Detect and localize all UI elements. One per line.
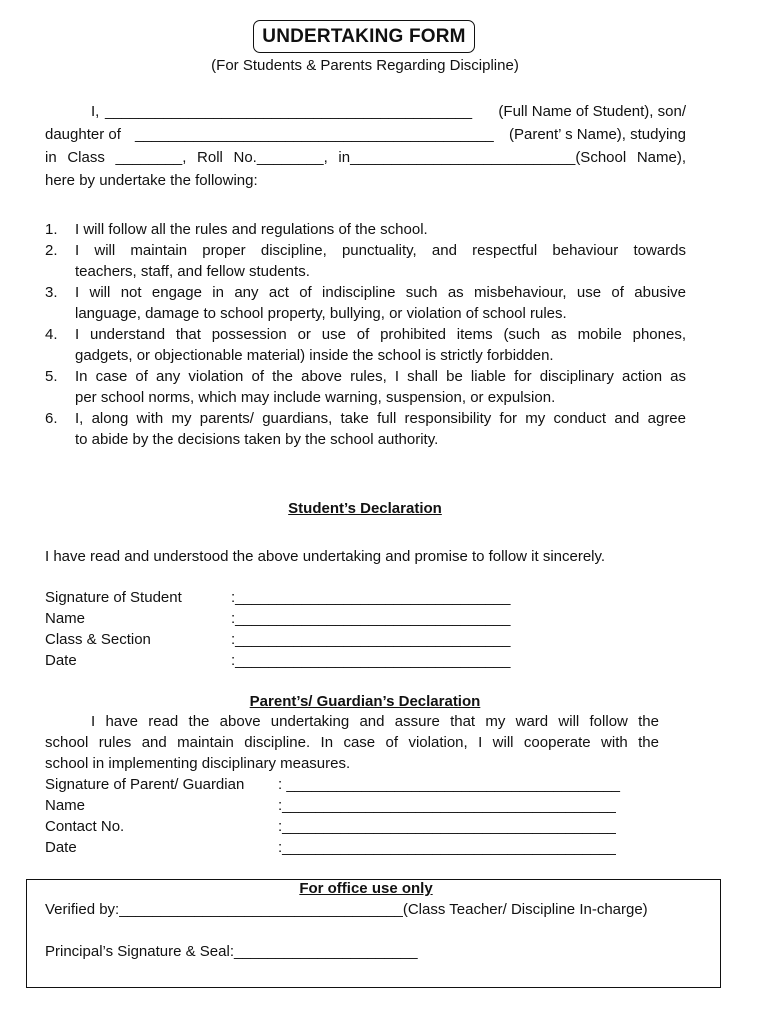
field-label: Contact No. bbox=[45, 818, 125, 835]
intro-line-3: in Class ________, Roll No.________, in___________________________(School Name), bbox=[45, 149, 686, 166]
list-item-text: I, along with my parents/ guardians, take full responsibility for my conduct and agree bbox=[75, 410, 686, 427]
verified-by-label: Verified by: bbox=[45, 901, 120, 918]
office-use-heading: For office use only bbox=[299, 880, 433, 897]
student-declaration-heading: Student’s Declaration bbox=[288, 500, 442, 517]
verified-by-suffix: (Class Teacher/ Discipline In-charge) bbox=[402, 901, 648, 918]
field-label: Date bbox=[45, 652, 77, 669]
list-item-number: 6. bbox=[45, 410, 58, 427]
field-label: Class & Section bbox=[45, 631, 151, 648]
parent-date-field[interactable]: :________________________________________ bbox=[278, 839, 616, 856]
list-item-text: teachers, staff, and fellow students. bbox=[75, 263, 310, 280]
principal-signature-label: Principal’s Signature & Seal: bbox=[45, 943, 234, 960]
student-date-field[interactable]: :_________________________________ bbox=[231, 652, 511, 669]
list-item-text: language, damage to school property, bullying, or violation of school rules. bbox=[75, 305, 567, 322]
student-name-field[interactable]: :_________________________________ bbox=[231, 610, 511, 627]
intro-line-2-start: daughter of bbox=[45, 126, 121, 143]
student-class-field[interactable]: :_________________________________ bbox=[231, 631, 511, 648]
list-item-text: gadgets, or objectionable material) inside the school is strictly forbidden. bbox=[75, 347, 554, 364]
list-item-number: 1. bbox=[45, 221, 58, 238]
field-label: Name bbox=[45, 610, 86, 627]
list-item-text: I will follow all the rules and regulations of the school. bbox=[75, 221, 428, 238]
parent-declaration-line: I have read the above undertaking and assure that my ward will follow the bbox=[91, 713, 659, 730]
list-item-text: per school norms, which may include warning, suspension, or expulsion. bbox=[75, 389, 556, 406]
parent-name-blank[interactable]: ___________________________________________ bbox=[135, 126, 494, 143]
list-item-number: 4. bbox=[45, 326, 58, 343]
principal-signature-row bbox=[45, 943, 418, 960]
list-item-number: 5. bbox=[45, 368, 58, 385]
form-title: UNDERTAKING FORM bbox=[253, 20, 475, 53]
principal-signature-field[interactable]: ______________________ bbox=[234, 943, 418, 960]
form-subtitle: (For Students & Parents Regarding Discipline) bbox=[211, 57, 519, 74]
intro-line-1-start: I, bbox=[91, 103, 100, 120]
parent-signature-field[interactable]: : ________________________________________ bbox=[278, 776, 621, 793]
parent-declaration-line: school rules and maintain discipline. In case of violation, I will cooperate with the bbox=[45, 734, 659, 751]
parent-name-field[interactable]: :________________________________________ bbox=[278, 797, 616, 814]
verified-by-field[interactable]: __________________________________ bbox=[119, 901, 403, 918]
field-label: Signature of Student bbox=[45, 589, 182, 606]
intro-line-4: here by undertake the following: bbox=[45, 172, 258, 189]
field-label: Date bbox=[45, 839, 77, 856]
list-item-text: I will not engage in any act of indiscipline such as misbehaviour, use of abusive bbox=[75, 284, 686, 301]
parent-contact-field[interactable]: :________________________________________ bbox=[278, 818, 616, 835]
intro-line-2-end: (Parent’ s Name), studying bbox=[508, 126, 686, 143]
list-item-number: 2. bbox=[45, 242, 58, 259]
parent-declaration-heading: Parent’s/ Guardian’s Declaration bbox=[249, 693, 481, 710]
student-signature-field[interactable]: :_________________________________ bbox=[231, 589, 511, 606]
field-label: Signature of Parent/ Guardian bbox=[45, 776, 245, 793]
list-item-text: In case of any violation of the above rules, I shall be liable for disciplinary action as bbox=[75, 368, 686, 385]
verified-by-row bbox=[45, 901, 648, 918]
field-label: Name bbox=[45, 797, 86, 814]
intro-line-1-end: (Full Name of Student), son/ bbox=[498, 103, 686, 120]
student-name-blank[interactable]: ____________________________________________ bbox=[105, 103, 473, 120]
list-item-text: to abide by the decisions taken by the school authority. bbox=[75, 431, 439, 448]
parent-declaration-text bbox=[45, 713, 659, 730]
student-declaration-statement: I have read and understood the above undertaking and promise to follow it sincerely. bbox=[45, 548, 606, 565]
list-item-text: I will maintain proper discipline, punctuality, and respectful behaviour towards bbox=[75, 242, 686, 259]
list-item-number: 3. bbox=[45, 284, 58, 301]
parent-declaration-line: school in implementing disciplinary measures. bbox=[45, 755, 351, 772]
list-item-text: I understand that possession or use of prohibited items (such as mobile phones, bbox=[75, 326, 686, 343]
